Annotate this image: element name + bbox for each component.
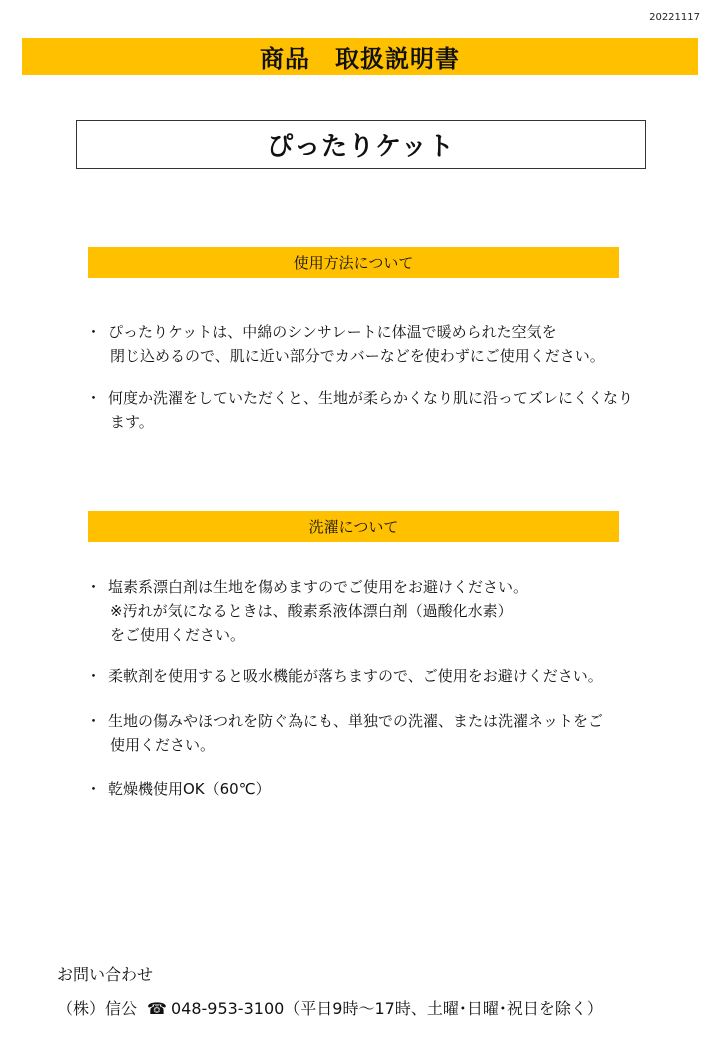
bullet-dot: ・ (86, 389, 102, 407)
bullet-dot: ・ (86, 780, 102, 798)
document-date: 20221117 (649, 12, 700, 23)
contact-line (57, 996, 603, 1019)
phone-icon: ☎ (147, 999, 167, 1018)
washing-item-4 (86, 777, 271, 801)
usage-item-1-line-2: 閉じ込めるので、肌に近い部分でカバーなどを使わずにご使用ください。 (110, 347, 605, 365)
product-name-box (76, 120, 646, 169)
product-name: ぴったりケット (267, 132, 455, 162)
bullet-dot: ・ (86, 667, 102, 685)
bullet-dot: ・ (86, 323, 102, 341)
phone-number: 048-953-3100（平日9時～17時、土曜･日曜･祝日を除く） (170, 999, 603, 1018)
usage-item-2 (86, 386, 633, 434)
washing-item-3-line-1: 生地の傷みやほつれを防ぐ為にも、単独での洗濯、または洗濯ネットをご (108, 712, 604, 730)
washing-item-3 (86, 709, 603, 757)
washing-item-4-line-1: 乾燥機使用OK（60℃） (108, 780, 271, 798)
washing-item-2-line-1: 柔軟剤を使用すると吸水機能が落ちますので、ご使用をお避けください。 (108, 667, 603, 685)
washing-item-1-line-2: ※汚れが気になるときは、酸素系液体漂白剤（過酸化水素） (110, 602, 513, 620)
usage-section-heading (88, 247, 619, 278)
washing-item-3-line-2: 使用ください。 (110, 736, 216, 754)
usage-item-2-line-2: ます。 (110, 413, 154, 431)
washing-section-heading (88, 511, 619, 542)
washing-item-1-line-3: をご使用ください。 (110, 626, 246, 644)
washing-item-1-line-1: 塩素系漂白剤は生地を傷めますのでご使用をお避けください。 (108, 578, 529, 596)
company-name: （株）信公 (57, 999, 138, 1018)
washing-item-1 (86, 575, 528, 647)
title-banner (22, 38, 698, 75)
bullet-dot: ・ (86, 578, 102, 596)
washing-item-2 (86, 664, 603, 688)
page-title: 商品 取扱説明書 (260, 45, 460, 73)
usage-item-1 (86, 320, 605, 368)
usage-item-2-line-1: 何度か洗濯をしていただくと、生地が柔らかくなり肌に沿ってズレにくくなり (108, 389, 634, 407)
usage-heading-text: 使用方法について (293, 254, 414, 272)
washing-heading-text: 洗濯について (308, 518, 399, 536)
bullet-dot: ・ (86, 712, 102, 730)
usage-item-1-line-1: ぴったりケットは、中綿のシンサレートに体温で暖められた空気を (108, 323, 557, 341)
contact-label: お問い合わせ (57, 965, 154, 984)
